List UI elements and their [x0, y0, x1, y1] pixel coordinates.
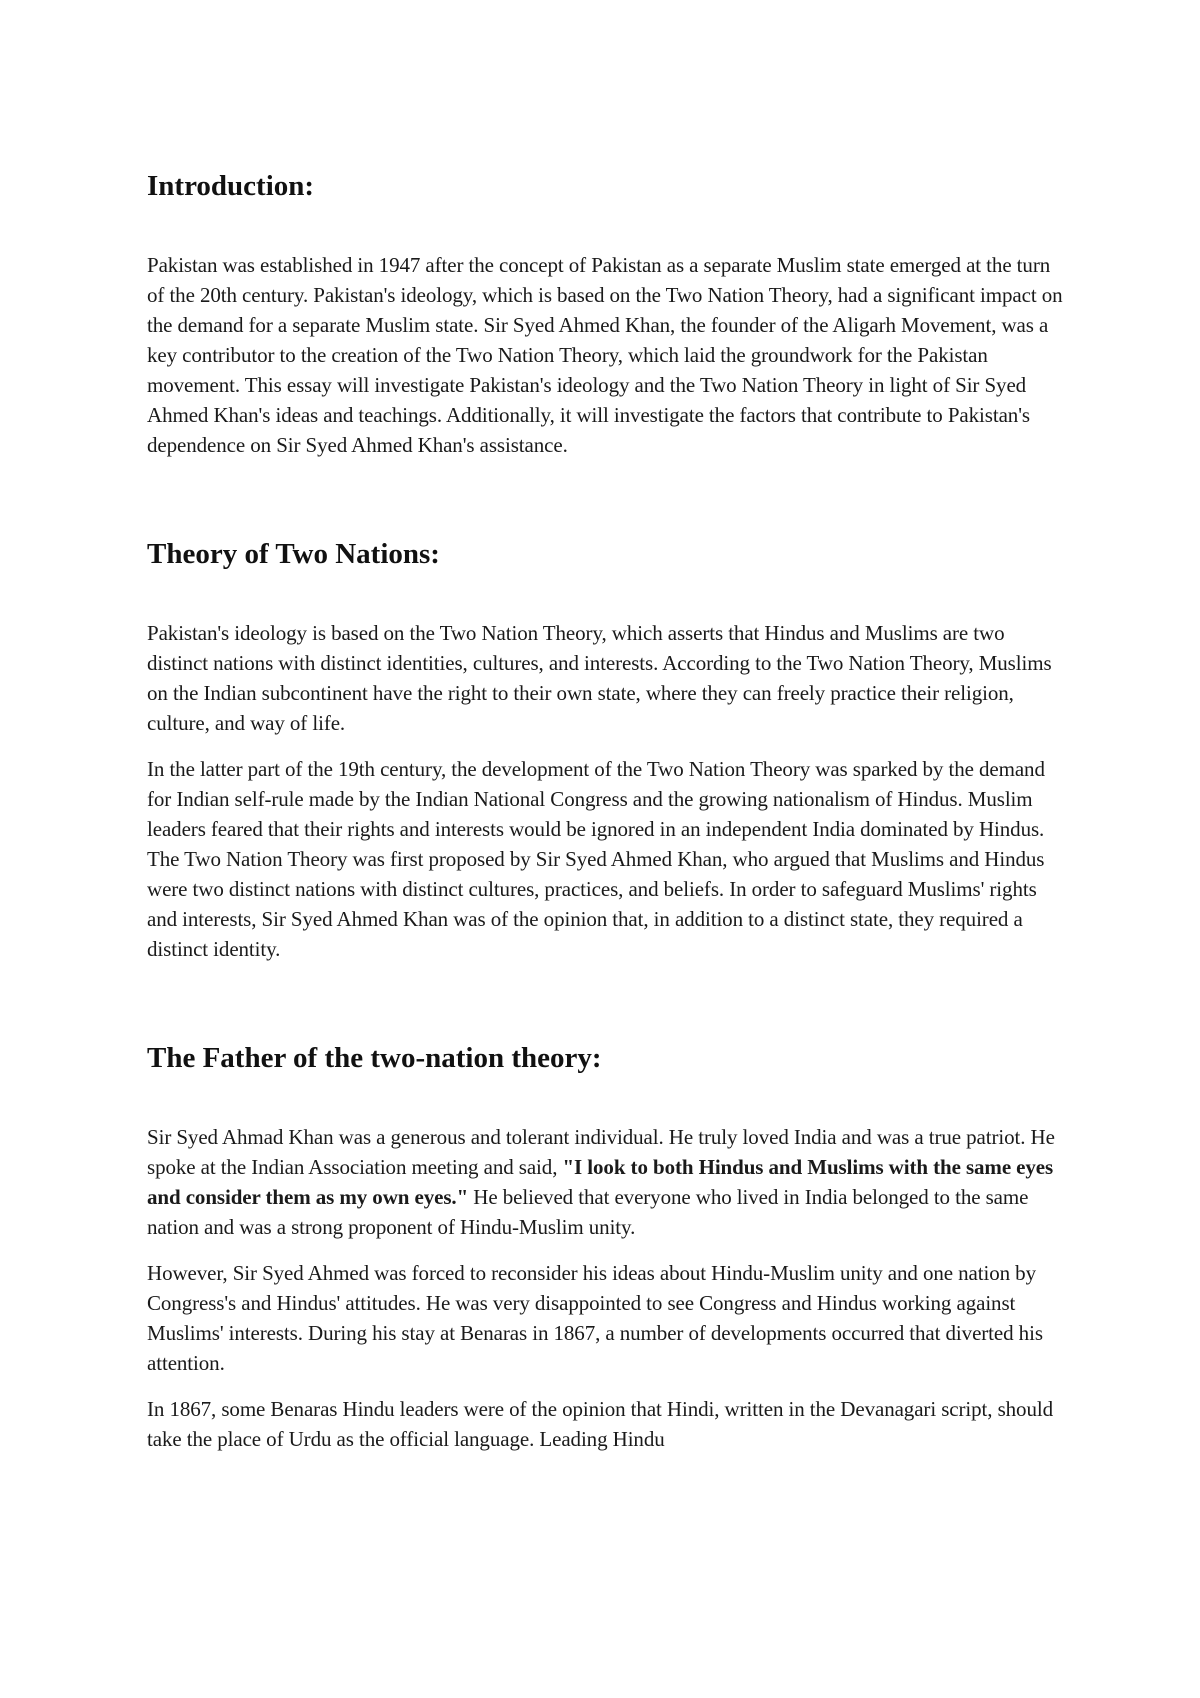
section-father-of-theory [147, 1040, 1067, 1454]
heading-introduction: Introduction: [147, 170, 315, 202]
heading-father-of-theory: The Father of the two-nation theory: [147, 1042, 602, 1074]
paragraph-two-nations-2: In the latter part of the 19th century, the development of the Two Nation Theory was sparked by the demand for Indian self-rule made by the Indian National Congress and the growing nationalism of Hindus. Muslim leaders feared that their rights and interests would be ignored in an independent India dominated by Hindus. The Two Nation Theory was first proposed by Sir Syed Ahmed Khan, who argued that Muslims and Hindus were two distinct nations with distinct cultures, practices, and beliefs. In order to safeguard Muslims' rights and interests, Sir Syed Ahmed Khan was of the opinion that, in addition to a distinct state, they required a distinct identity. [147, 757, 1045, 961]
paragraph-father-1-start: Sir Syed Ahmad Khan was a generous and tolerant individual. He truly loved India and was a true patriot. He spoke at the Indian Association meeting and said, [147, 1125, 1055, 1179]
paragraph-father-2: However, Sir Syed Ahmed was forced to reconsider his ideas about Hindu-Muslim unity and one nation by Congress's and Hindus' attitudes. He was very disappointed to see Congress and Hindus working against Muslims' interests. During his stay at Benaras in 1867, a number of developments occurred that diverted his attention. [147, 1261, 1043, 1375]
paragraph-introduction: Pakistan was established in 1947 after the concept of Pakistan as a separate Muslim state emerged at the turn of the 20th century. Pakistan's ideology, which is based on the Two Nation Theory, had a significant impact on the demand for a separate Muslim state. Sir Syed Ahmed Khan, the founder of the Aligarh Movement, was a key contributor to the creation of the Two Nation Theory, which laid the groundwork for the Pakistan movement. This essay will investigate Pakistan's ideology and the Two Nation Theory in light of Sir Syed Ahmed Khan's ideas and teachings. Additionally, it will investigate the factors that contribute to Pakistan's dependence on Sir Syed Ahmed Khan's assistance. [147, 253, 1063, 457]
section-two-nations [147, 536, 1067, 964]
quote-sir-syed: "I look to both Hindus and Muslims with the same eyes and consider them as my own eyes." [147, 1155, 1054, 1209]
paragraph-father-1 [147, 1122, 1067, 1242]
paragraph-father-1-end: He believed that everyone who lived in India belonged to the same nation and was a strong proponent of Hindu-Muslim unity. [147, 1185, 1029, 1239]
heading-theory-of-two-nations: Theory of Two Nations: [147, 538, 440, 570]
paragraph-father-3: In 1867, some Benaras Hindu leaders were of the opinion that Hindi, written in the Devanagari script, should take the place of Urdu as the official language. Leading Hindu [147, 1397, 1053, 1451]
document-page [147, 168, 1067, 1454]
section-introduction [147, 168, 1067, 460]
paragraph-two-nations-1: Pakistan's ideology is based on the Two Nation Theory, which asserts that Hindus and Muslims are two distinct nations with distinct identities, cultures, and interests. According to the Two Nation Theory, Muslims on the Indian subcontinent have the right to their own state, where they can freely practice their religion, culture, and way of life. [147, 621, 1052, 735]
